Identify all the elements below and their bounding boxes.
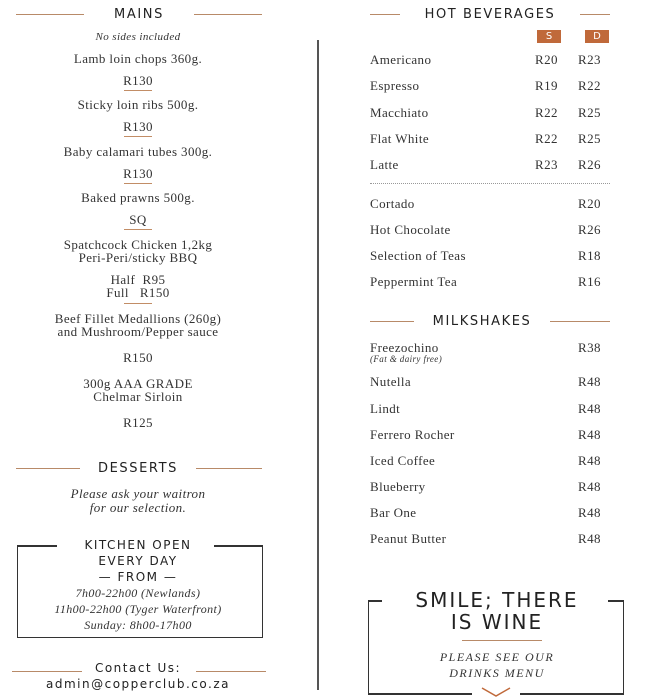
divider xyxy=(580,14,610,15)
milkshake-name: Blueberry xyxy=(370,479,426,494)
milkshake-name: Lindt xyxy=(370,401,401,416)
beverage-price: R20 xyxy=(578,196,601,211)
double-price: R25 xyxy=(578,130,601,146)
kitchen-hours: 11h00-22h00 (Tyger Waterfront) xyxy=(54,602,222,616)
single-size-badge: S xyxy=(537,30,561,43)
double-size-badge: D xyxy=(585,30,609,43)
single-price: R20 xyxy=(535,52,558,67)
menu-item-price: Full R150 xyxy=(106,285,170,300)
milkshake-price: R48 xyxy=(578,479,601,494)
kitchen-from-label: FROM xyxy=(117,570,159,584)
beverage-name: Macchiato xyxy=(370,104,429,120)
milkshake-price: R38 xyxy=(578,340,601,355)
price-underline xyxy=(124,136,152,137)
kitchen-hours: Sunday: 8h00-17h00 xyxy=(84,618,192,632)
wine-title xyxy=(370,589,624,633)
milkshakes-title: MILKSHAKES xyxy=(432,314,532,329)
box-border xyxy=(520,693,624,695)
divider xyxy=(550,321,610,322)
desserts-text: Please ask your waitron xyxy=(70,486,206,501)
milkshake-price: R48 xyxy=(578,531,601,546)
dotted-divider xyxy=(370,183,610,184)
milkshake-name: Freezochino xyxy=(370,340,439,355)
price-underline xyxy=(124,183,152,184)
divider xyxy=(370,14,400,15)
hot-beverages-title: HOT BEVERAGES xyxy=(424,7,556,22)
chevron-down-icon xyxy=(480,686,512,698)
menu-item-price: R130 xyxy=(123,166,153,181)
contact-title: Contact Us: xyxy=(94,661,182,675)
wine-note xyxy=(370,649,624,681)
menu-item-price: SQ xyxy=(129,212,147,227)
single-price: R22 xyxy=(535,130,558,146)
milkshake-name: Nutella xyxy=(370,374,412,389)
menu-item-price: R130 xyxy=(123,119,153,134)
menu-item-price: R125 xyxy=(123,415,153,430)
beverage-price: R16 xyxy=(578,274,601,289)
menu-item-name: Spatchcock Chicken 1,2kg xyxy=(63,237,213,252)
price-underline xyxy=(124,90,152,91)
double-price: R23 xyxy=(578,52,601,67)
milkshake-name: Ferrero Rocher xyxy=(370,427,455,442)
wine-note-line: PLEASE SEE OUR xyxy=(439,650,555,664)
menu-item-price: R150 xyxy=(123,350,153,365)
kitchen-hours: 7h00-22h00 (Newlands) xyxy=(75,586,201,600)
milkshake-price: R48 xyxy=(578,427,601,442)
price-underline xyxy=(124,303,152,304)
menu-item-name: Beef Fillet Medallions (260g) xyxy=(54,311,222,326)
mains-note: No sides included xyxy=(95,31,181,43)
divider xyxy=(196,468,262,469)
menu-item-name: Sticky loin ribs 500g. xyxy=(77,97,199,112)
beverage-name: Cortado xyxy=(370,196,415,211)
divider xyxy=(194,14,262,15)
double-price: R26 xyxy=(578,157,601,173)
kitchen-from: — FROM — xyxy=(98,570,178,584)
single-price: R23 xyxy=(535,157,558,173)
kitchen-days: EVERY DAY xyxy=(98,554,178,568)
beverage-name: Flat White xyxy=(370,130,430,146)
menu-item-name: Lamb loin chops 360g. xyxy=(73,51,203,66)
single-price: R22 xyxy=(535,104,558,120)
menu-item-name: Peri-Peri/sticky BBQ xyxy=(78,250,198,265)
divider xyxy=(370,321,414,322)
divider xyxy=(16,468,80,469)
milkshake-note: (Fat & dairy free) xyxy=(370,354,443,364)
desserts-text: for our selection. xyxy=(89,500,187,515)
milkshake-name: Bar One xyxy=(370,505,417,520)
contact-email[interactable]: admin@copperclub.co.za xyxy=(46,677,230,691)
milkshake-price: R48 xyxy=(578,453,601,468)
wine-title-line: IS WINE xyxy=(450,610,544,634)
menu-item-name: 300g AAA GRADE xyxy=(83,376,193,391)
kitchen-title: KITCHEN OPEN xyxy=(84,538,192,552)
menu-item-name: Chelmar Sirloin xyxy=(93,389,183,404)
divider xyxy=(16,14,84,15)
menu-item-price: R130 xyxy=(123,73,153,88)
double-price: R22 xyxy=(578,78,601,94)
menu-item-name: Baby calamari tubes 300g. xyxy=(63,144,213,159)
single-price: R19 xyxy=(535,78,558,94)
beverage-name: Americano xyxy=(370,52,432,67)
wine-title-line: SMILE; THERE xyxy=(415,588,579,612)
milkshake-name: Iced Coffee xyxy=(370,453,436,468)
beverage-name: Peppermint Tea xyxy=(370,274,458,289)
double-price: R25 xyxy=(578,104,601,120)
wine-note-line: DRINKS MENU xyxy=(449,666,545,680)
beverage-name: Selection of Teas xyxy=(370,248,466,263)
divider xyxy=(462,640,542,641)
column-divider xyxy=(317,40,319,690)
desserts-title: DESSERTS xyxy=(97,461,179,476)
price-underline xyxy=(124,229,152,230)
milkshake-price: R48 xyxy=(578,374,601,389)
mains-title: MAINS xyxy=(114,7,164,22)
beverage-name: Latte xyxy=(370,157,399,173)
beverage-name: Espresso xyxy=(370,78,420,94)
box-border xyxy=(368,693,472,695)
beverage-price: R18 xyxy=(578,248,601,263)
milkshake-name: Peanut Butter xyxy=(370,531,447,546)
menu-item-name: and Mushroom/Pepper sauce xyxy=(57,324,219,339)
milkshake-price: R48 xyxy=(578,505,601,520)
beverage-name: Hot Chocolate xyxy=(370,222,451,237)
milkshake-price: R48 xyxy=(578,401,601,416)
menu-item-price: Half R95 xyxy=(110,272,166,287)
beverage-price: R26 xyxy=(578,222,601,237)
menu-item-name: Baked prawns 500g. xyxy=(81,190,195,205)
